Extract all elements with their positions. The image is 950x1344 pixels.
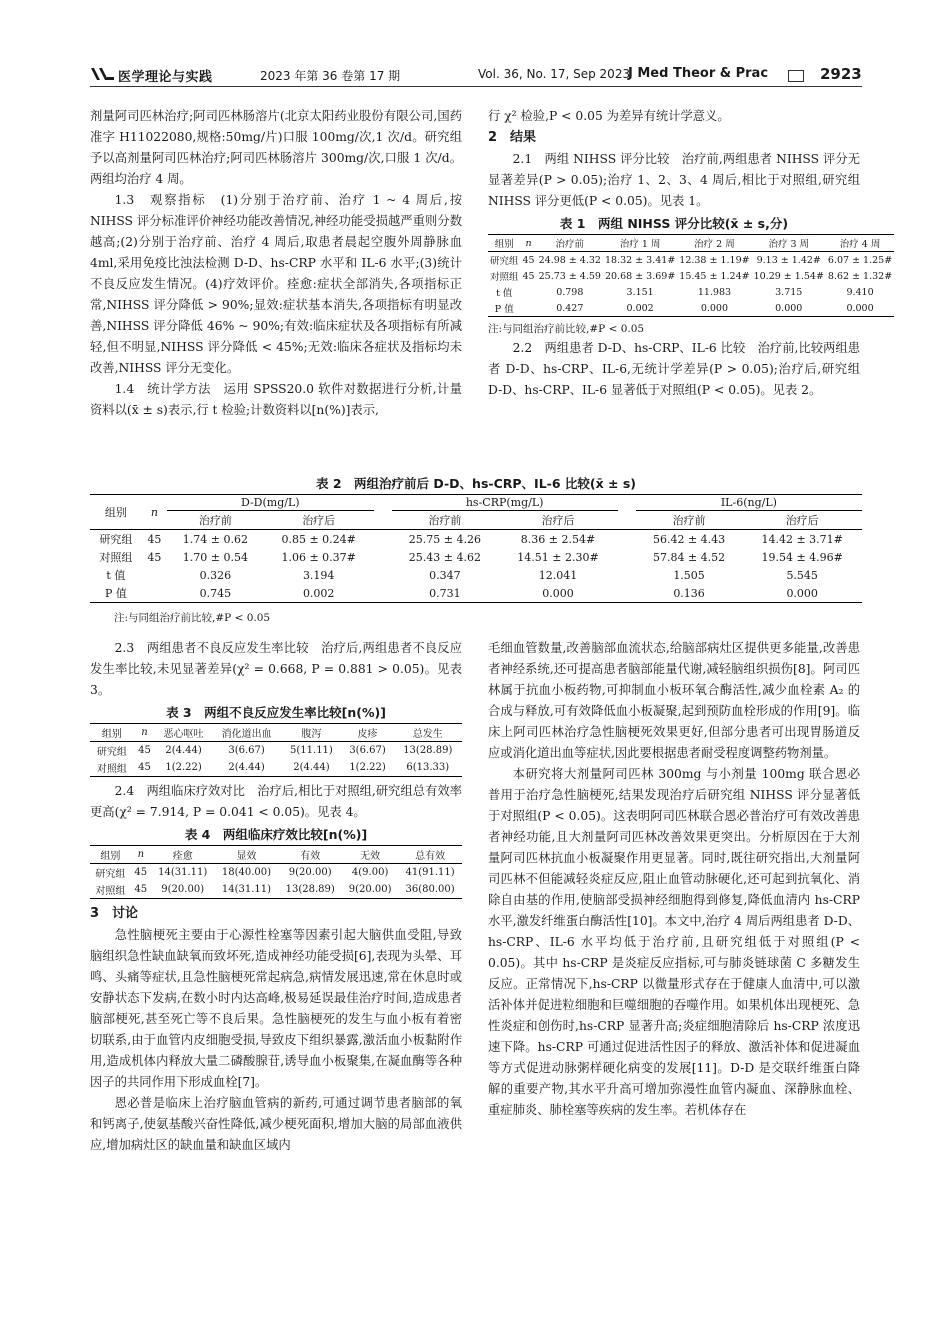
table-cell	[521, 300, 537, 317]
table-cell: 2(4.44)	[281, 759, 341, 777]
table-cell: 8.62 ± 1.32#	[827, 270, 893, 282]
paragraph: 毛细血管数量,改善脑部血流状态,给脑部病灶区提供更多能量,改善患者神经系统,还可提高患者脑部能量代谢,减轻脑组织损伤[8]。阿司匹林属于抗血小板药物,可抑制血小板环氧合酶活性,减少血栓素 A₂ 的合成与释放,可有效降低血小板凝聚,起到预防血栓形成的作用[9]。临床上阿司匹林治疗急性脑梗死效果更好,但部分患者可出现胃肠道反应或消化道出血等症状,因此要根据患者耐受程度调整药物剂量。	[488, 641, 860, 760]
table-cell: 对照组	[90, 759, 134, 777]
table-cell: 20.68 ± 3.69#	[604, 270, 676, 282]
table-row	[90, 584, 862, 603]
table-header: 治疗前	[537, 235, 603, 252]
table-cell: 1.70 ± 0.54	[182, 550, 248, 564]
running-header	[90, 62, 862, 88]
table-cell: 研究组	[95, 869, 126, 880]
table-header: 治疗 4 周	[826, 235, 894, 252]
table-header: 治疗后	[498, 511, 618, 530]
table-cell: 6.07 ± 1.25#	[827, 254, 893, 266]
table-cell: 1.74 ± 0.62	[182, 532, 248, 546]
table-cell: 6(13.33)	[394, 759, 462, 777]
issue-cn: 2023 年第 36 卷第 17 期	[260, 69, 401, 83]
table-2-note: 注:与同组治疗前比较,#P < 0.05	[114, 612, 271, 624]
table-cell: P 值	[488, 300, 521, 317]
paragraph: 1.4 统计学方法 运用 SPSS20.0 软件对数据进行分析,计量资料以(x̄ ± s)表示,行 t 检验;计数资料以[n(%)]表示,	[90, 382, 462, 417]
table-row	[90, 881, 462, 899]
table-cell: 45	[522, 254, 535, 266]
table-header: 消化道出血	[212, 724, 281, 742]
table-header: 组别	[90, 724, 134, 742]
table-cell: 2(4.44)	[212, 759, 281, 777]
paragraph: 恩必普是临床上治疗脑血管病的新药,可通过调节患者脑部的氧和钙离子,使氨基酸兴奋性降低,减少梗死面积,增加大脑的局部血液供应,增加病灶区的缺血量和缺血区域内	[90, 1096, 462, 1152]
table-2	[90, 474, 862, 627]
table-cell: 14(31.11)	[215, 881, 279, 899]
table-group-header: hs-CRP(mg/L)	[392, 495, 618, 511]
table-cell: 13(28.89)	[403, 745, 453, 756]
table-cell: 18(40.00)	[221, 867, 272, 878]
table-cell	[142, 584, 167, 603]
table-cell: 25.43 ± 4.62	[408, 550, 481, 564]
table-header: 痊愈	[151, 846, 215, 864]
table-cell: 0.798	[556, 286, 584, 298]
right-column-bottom	[488, 638, 860, 1121]
table-cell: 研究组	[99, 533, 133, 546]
table-cell: 5.545	[786, 568, 818, 582]
table-cell: 研究组	[96, 747, 127, 758]
table-row	[488, 252, 894, 269]
table-1-caption: 表 1 两组 NIHSS 评分比较(x̄ ± s,分)	[559, 216, 789, 231]
table-cell: 25.73 ± 4.59	[538, 270, 601, 282]
table-cell: 0.347	[429, 568, 461, 582]
table-cell: 45	[147, 532, 162, 546]
table-cell: 25.75 ± 4.26	[408, 532, 481, 546]
page-number: 2923	[820, 65, 862, 83]
table-cell: 41(91.11)	[405, 867, 455, 878]
table-cell: 8.36 ± 2.54#	[520, 532, 596, 546]
journal-logo-icon	[90, 66, 114, 82]
table-header: 组别	[488, 235, 521, 252]
table-row	[90, 566, 862, 584]
table-cell: 3(6.67)	[228, 745, 265, 756]
header-rule	[90, 86, 862, 87]
table-cell: 18.32 ± 3.41#	[604, 254, 676, 266]
table-cell: 3.194	[302, 568, 335, 582]
table-cell: 0.000	[752, 300, 826, 317]
table-cell: 0.002	[603, 300, 677, 317]
table-header: 显效	[215, 846, 279, 864]
table-cell: P 值	[90, 584, 142, 603]
table-header: n	[131, 846, 151, 864]
table-cell: 45	[147, 550, 162, 564]
table-cell: 0.136	[636, 584, 743, 603]
table-1-note: 注:与同组治疗前比较,#P < 0.05	[488, 323, 645, 335]
table-cell: 对照组	[90, 881, 131, 899]
table-row	[90, 759, 462, 777]
table-cell: t 值	[496, 288, 513, 299]
paragraph: 行 χ² 检验,P < 0.05 为差异有统计学意义。	[488, 109, 730, 123]
table-header: 皮疹	[342, 724, 394, 742]
table-1	[488, 214, 893, 338]
table-cell: 11.983	[697, 286, 732, 298]
paragraph: 2.3 两组患者不良反应发生率比较 治疗后,两组患者不良反应发生率比较,未见显著差异(χ² = 0.668, P = 0.881 > 0.05)。见表 3。	[90, 641, 462, 697]
table-cell: 9.410	[846, 286, 874, 298]
table-cell: 2(4.44)	[165, 745, 202, 756]
table-header: 总发生	[394, 724, 462, 742]
journal-name-en: J Med Theor & Prac	[628, 66, 769, 81]
table-cell: 0.85 ± 0.24#	[281, 532, 356, 546]
table-cell: 12.38 ± 1.19#	[679, 254, 750, 266]
section-heading-discussion: 3 讨论	[90, 906, 139, 921]
table-cell: 0.000	[498, 584, 618, 603]
table-cell: 4(9.00)	[351, 867, 389, 878]
paragraph: 2.2 两组患者 D-D、hs-CRP、IL-6 比较 治疗前,比较两组患者 D-D、hs-CRP、IL-6,无统计学差异(P > 0.05);治疗后,研究组 D-D、hs-CRP、IL-6 显著低于对照组(P < 0.05)。见表 2。	[488, 341, 860, 397]
table-header: 治疗前	[392, 511, 499, 530]
table-cell: 5(11.11)	[290, 745, 333, 756]
section-heading-results: 2 结果	[488, 130, 537, 145]
table-cell: 0.000	[677, 300, 751, 317]
table-row	[90, 548, 862, 566]
table-cell: 9(20.00)	[342, 881, 398, 899]
table-header: 治疗前	[167, 511, 264, 530]
paragraph: 1.3 观察指标 (1)分别于治疗前、治疗 1 ~ 4 周后,按 NIHSS 评分标准评价神经功能改善情况,神经功能受损越严重则分数越高;(2)分别于治疗前、治疗 4 周后,取患者晨起空腹外周静脉血 4ml,采用免疫比浊法检测 D-D、hs-CRP 水平和 IL-6 水平;(3)统计不良反应发生情况。(4)疗效评价。痊愈:症状全部消失,各项指标正常,NIHSS 评分降低 > 90%;显效:症状基本消失,各项指标有明显改善,NIHSS 评分降低 46% ~ 90%;有效:临床症状及各项指标有所减轻,但不明显,NIHSS 评分降低 < 45%;无效:临床各症状及指标均未改善,NIHSS 评分无变化。	[90, 193, 462, 375]
table-4-caption: 表 4 两组临床疗效比较[n(%)]	[184, 827, 368, 842]
table-header: 无效	[342, 846, 398, 864]
table-header: 组别	[90, 495, 142, 530]
paragraph: 剂量阿司匹林治疗;阿司匹林肠溶片(北京太阳药业股份有限公司,国药准字 H11022080,规格:50mg/片)口服 100mg/次,1 次/d。研究组予以高剂量阿司匹林治疗;阿司匹林肠溶片 300mg/次,口服 1 次/d。两组均治疗 4 周。	[90, 109, 462, 186]
table-cell: 3(6.67)	[349, 745, 386, 756]
table-2-grid	[90, 494, 862, 603]
table-cell: 1.06 ± 0.37#	[281, 550, 356, 564]
table-1-grid	[488, 234, 894, 317]
table-cell: 45	[522, 270, 535, 282]
table-2-caption: 表 2 两组治疗前后 D-D、hs-CRP、IL-6 比较(x̄ ± s)	[315, 476, 637, 491]
table-cell: 0.000	[742, 584, 862, 603]
table-cell: 0.745	[167, 584, 264, 603]
table-3	[90, 703, 462, 777]
table-cell: 研究组	[490, 256, 519, 267]
paragraph: 本研究将大剂量阿司匹林 300mg 与小剂量 100mg 联合恩必普用于治疗急性脑梗死,结果发现治疗后研究组 NIHSS 评分显著低于对照组(P < 0.05)。这表明阿司匹林联合恩必普治疗可有效改善患者神经功能,且大剂量阿司匹林改善效果更突出。分析原因在于大剂量阿司匹林抗血小板凝聚作用更显著。同时,既往研究指出,大剂量阿司匹林不但能减轻炎症反应,阻止血管动脉硬化,还可起到抗氧化、消除自由基的作用,使脑部受损神经细胞得到修复,降低血清内 hs-CRP 水平,激发纤维蛋白酶活性[10]。本文中,治疗 4 周后两组患者 D-D、hs-CRP、IL-6 水平均低于治疗前,且研究组低于对照组(P < 0.05)。其中 hs-CRP 是炎症反应指标,可与肺炎链球菌 C 多糖发生反应。正常情况下,hs-CRP 以微量形式存在于健康人血清中,可以激活补体并促进粒细胞和巨噬细胞的吞噬作用。如果机体出现梗死、急性炎症和创伤时,hs-CRP 显著升高;炎症细胞清除后 hs-CRP 浓度迅速下降。hs-CRP 可通过促进活性因子的释放、激活补体和促进凝血等方式促进动脉粥样硬化病变的发展[11]。D-D 是交联纤维蛋白降解的重要产物,其水平升高可增加弥漫性血管内凝血、深静脉血栓、重症肺炎、肺栓塞等疾病的发生率。若机体存在	[488, 767, 860, 1117]
table-cell: 1(2.22)	[155, 759, 212, 777]
table-header: 治疗前	[636, 511, 743, 530]
table-cell: 9(20.00)	[288, 867, 332, 878]
table-cell: 0.002	[264, 584, 374, 603]
table-cell: 15.45 ± 1.24#	[679, 270, 750, 282]
table-cell: 45	[138, 745, 151, 756]
header-box	[788, 70, 804, 82]
left-column-top	[90, 106, 462, 421]
table-header: 治疗后	[264, 511, 374, 530]
paragraph: 急性脑梗死主要由于心源性栓塞等因素引起大脑供血受阻,导致脑组织急性缺血缺氧而致坏死,造成神经功能受损[6],表现为头晕、耳鸣、头痛等症状,且急性脑梗死常起病急,病情发展迅速,常在休息时或安静状态下发病,在数小时内达高峰,极易延误最佳治疗时间,造成患者脑部梗死,甚至死亡等不良后果。急性脑梗死的发生与血小板有着密切联系,由于血管内皮细胞受损,导致皮下组织暴露,激活血小板黏附作用,造成机体内释放大量二磷酸腺苷,诱导血小板聚集,在凝血酶等各种因子的共同作用下形成血栓[7]。	[90, 928, 462, 1089]
table-3-grid	[90, 723, 462, 777]
table-header: 恶心呕吐	[155, 724, 212, 742]
table-cell: 36(80.00)	[398, 881, 462, 899]
table-header: 治疗后	[742, 511, 862, 530]
paragraph: 2.4 两组临床疗效对比 治疗后,相比于对照组,研究组总有效率更高(χ² = 7.914, P = 0.041 < 0.05)。见表 4。	[90, 784, 462, 819]
paragraph: 2.1 两组 NIHSS 评分比较 治疗前,两组患者 NIHSS 评分无显著差异(P > 0.05);治疗 1、2、3、4 周后,相比于对照组,研究组 NIHSS 评分更低(P < 0.05)。见表 1。	[488, 152, 860, 208]
table-cell: 13(28.89)	[278, 881, 342, 899]
left-column-bottom	[90, 638, 462, 1156]
table-row	[90, 864, 462, 882]
table-cell: 14.42 ± 3.71#	[761, 532, 843, 546]
table-header: n	[134, 724, 156, 742]
table-header: 有效	[278, 846, 342, 864]
table-row	[488, 284, 894, 300]
table-row	[488, 300, 894, 317]
table-cell: 56.42 ± 4.43	[652, 532, 726, 546]
table-4-grid	[90, 845, 462, 899]
table-cell: 0.326	[199, 568, 232, 582]
table-cell: 9(20.00)	[151, 881, 215, 899]
table-cell: 19.54 ± 4.96#	[761, 550, 843, 564]
table-group-header: IL-6(ng/L)	[636, 495, 862, 511]
table-cell: 14(31.11)	[158, 867, 208, 878]
table-row	[90, 742, 462, 760]
table-row	[488, 268, 894, 284]
journal-name-cn: 医学理论与实践	[118, 70, 213, 85]
table-header: n	[521, 235, 537, 252]
table-cell: 0.731	[392, 584, 499, 603]
table-cell: 0.000	[826, 300, 894, 317]
table-cell: 12.041	[538, 568, 578, 582]
right-column-top	[488, 106, 893, 401]
table-header: 治疗 2 周	[677, 235, 751, 252]
table-header: 总有效	[398, 846, 462, 864]
table-header: 治疗 3 周	[752, 235, 826, 252]
table-4	[90, 825, 462, 899]
table-cell: 45	[134, 759, 156, 777]
table-header: 治疗 1 周	[603, 235, 677, 252]
table-cell: 10.29 ± 1.54#	[753, 270, 824, 282]
table-cell: 3.151	[626, 286, 654, 298]
table-3-caption: 表 3 两组不良反应发生率比较[n(%)]	[166, 705, 386, 720]
table-group-header: D-D(mg/L)	[167, 495, 374, 511]
table-header: n	[142, 495, 167, 530]
table-cell: 对照组	[99, 551, 133, 564]
table-cell: 24.98 ± 4.32	[538, 254, 601, 266]
issue-en: Vol. 36, No. 17, Sep 2023	[478, 67, 631, 81]
table-cell: t 值	[106, 569, 126, 582]
table-cell: 对照组	[490, 272, 519, 283]
table-cell: 14.51 ± 2.30#	[517, 550, 599, 564]
table-cell: 0.427	[537, 300, 603, 317]
table-cell: 9.13 ± 1.42#	[756, 254, 821, 266]
table-row	[90, 530, 862, 549]
table-cell: 1.505	[673, 568, 705, 582]
table-header: 组别	[90, 846, 131, 864]
table-cell: 45	[134, 867, 148, 878]
table-cell	[142, 566, 167, 584]
table-cell	[521, 284, 537, 300]
table-cell: 1(2.22)	[342, 759, 394, 777]
table-cell: 3.715	[775, 286, 803, 298]
table-cell: 45	[131, 881, 151, 899]
table-cell: 57.84 ± 4.52	[652, 550, 726, 564]
table-header: 腹泻	[281, 724, 341, 742]
